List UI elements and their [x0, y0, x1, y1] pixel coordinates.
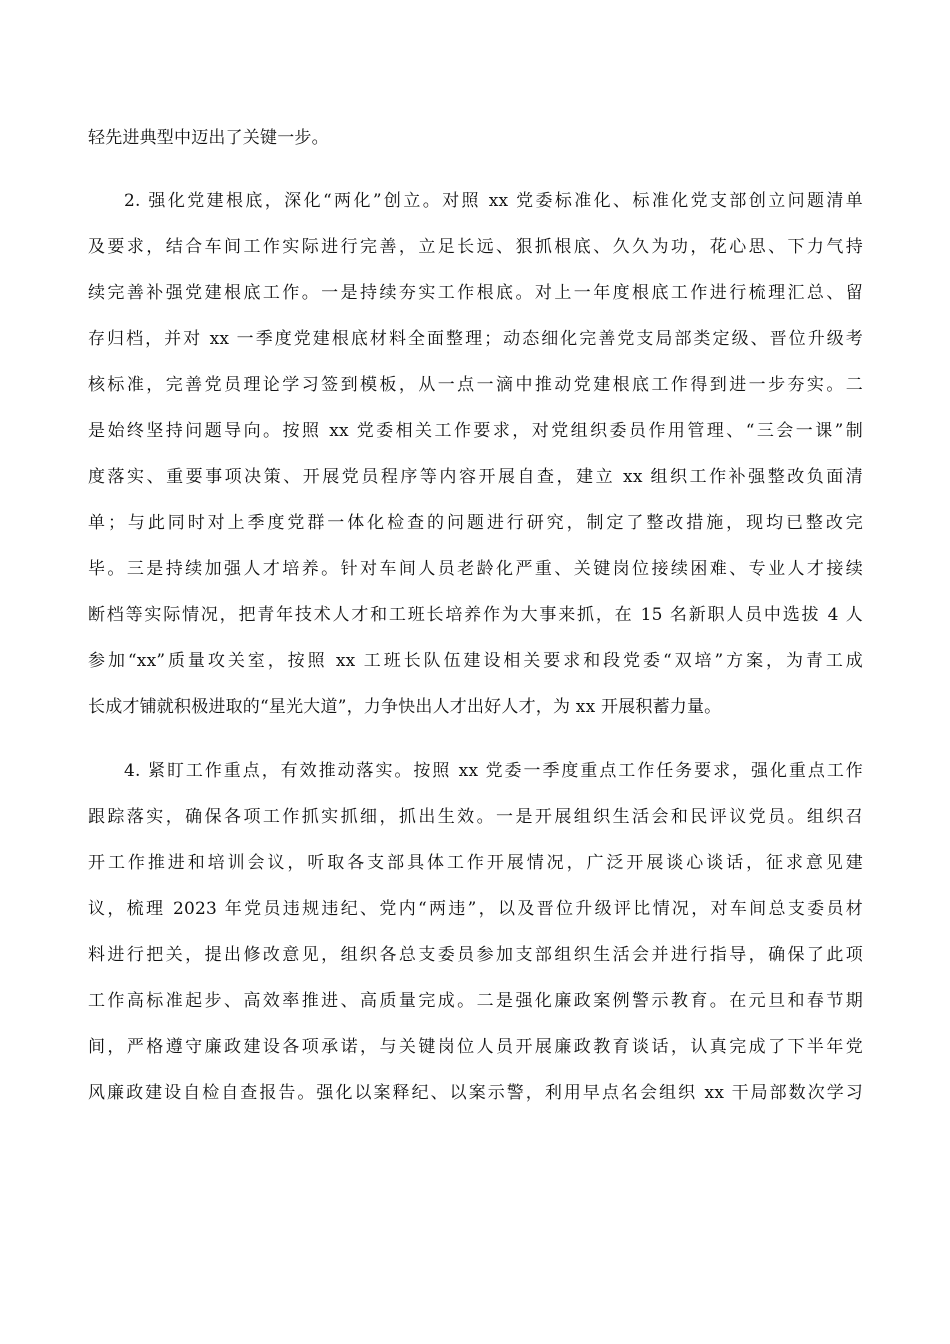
paragraph-3-line-5: 料进行把关，提出修改意见，组织各总支委员参加支部组织生活会并进行指导，确保了此项: [88, 945, 863, 965]
paragraph-3-line-1: 4. 紧盯工作重点，有效推动落实。按照 xx 党委一季度重点工作任务要求，强化重点工作: [124, 761, 863, 781]
paragraph-3-line-7: 间，严格遵守廉政建设各项承诺，与关键岗位人员开展廉政教育谈话，认真完成了下半年党: [88, 1037, 863, 1057]
paragraph-3-line-3: 开工作推进和培训会议，听取各支部具体工作开展情况，广泛开展谈心谈话，征求意见建: [88, 853, 863, 873]
paragraph-2-line-12: 长成才铺就积极进取的“星光大道”，力争快出人才出好人才，为 xx 开展积蓄力量。: [88, 697, 722, 717]
paragraph-2-line-11: 参加“xx”质量攻关室，按照 xx 工班长队伍建设相关要求和段党委“双培”方案，为青工成: [88, 651, 863, 671]
paragraph-3-line-4: 议，梳理 2023 年党员违规违纪、党内“两违”，以及晋位升级评比情况，对车间总支委员材: [88, 899, 863, 919]
paragraph-2-line-1: 2. 强化党建根底，深化“两化”创立。对照 xx 党委标准化、标准化党支部创立问题清单: [124, 191, 863, 211]
paragraph-1-line-1: 轻先进典型中迈出了关键一步。: [88, 128, 329, 148]
paragraph-2-line-9: 毕。三是持续加强人才培养。针对车间人员老龄化严重、关键岗位接续困难、专业人才接续: [88, 559, 863, 579]
paragraph-2-line-2: 及要求，结合车间工作实际进行完善，立足长远、狠抓根底、久久为功，花心思、下力气持: [88, 237, 863, 257]
paragraph-3-line-8: 风廉政建设自检自查报告。强化以案释纪、以案示警，利用早点名会组织 xx 干局部数次学习: [88, 1083, 863, 1103]
paragraph-2-line-6: 是始终坚持问题导向。按照 xx 党委相关工作要求，对党组织委员作用管理、“三会一课”制: [88, 421, 863, 441]
paragraph-2-line-10: 断档等实际情况，把青年技术人才和工班长培养作为大事来抓，在 15 名新职人员中选拔 4 人: [88, 605, 863, 625]
paragraph-2-line-8: 单；与此同时对上季度党群一体化检查的问题进行研究，制定了整改措施，现均已整改完: [88, 513, 863, 533]
paragraph-2-line-4: 存归档，并对 xx 一季度党建根底材料全面整理；动态细化完善党支局部类定级、晋位升级考: [88, 329, 863, 349]
paragraph-2-line-5: 核标准，完善党员理论学习签到模板，从一点一滴中推动党建根底工作得到进一步夯实。二: [88, 375, 863, 395]
paragraph-3-line-6: 工作高标准起步、高效率推进、高质量完成。二是强化廉政案例警示教育。在元旦和春节期: [88, 991, 863, 1011]
paragraph-2-line-7: 度落实、重要事项决策、开展党员程序等内容开展自查，建立 xx 组织工作补强整改负面清: [88, 467, 863, 487]
paragraph-3-line-2: 跟踪落实，确保各项工作抓实抓细，抓出生效。一是开展组织生活会和民评议党员。组织召: [88, 807, 863, 827]
paragraph-2-line-3: 续完善补强党建根底工作。一是持续夯实工作根底。对上一年度根底工作进行梳理汇总、留: [88, 283, 863, 303]
